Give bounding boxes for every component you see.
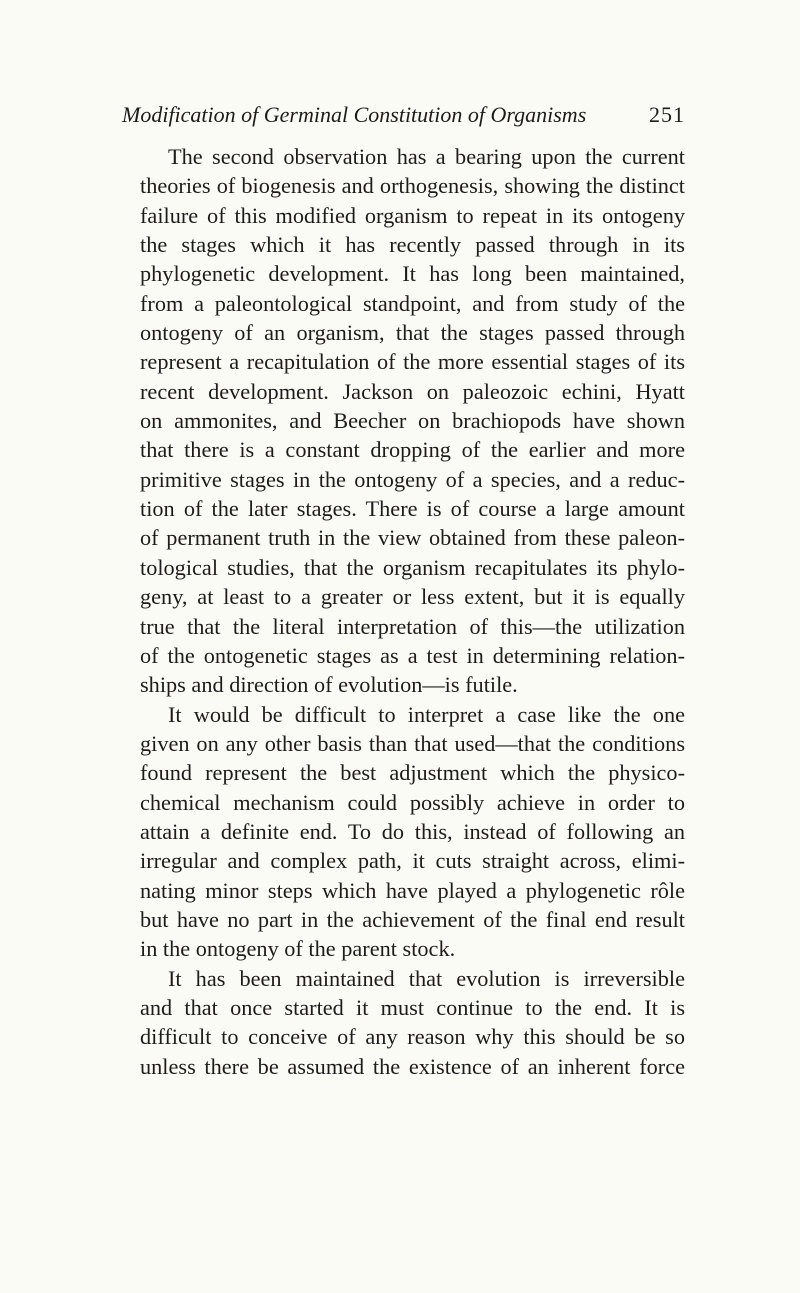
text-line: difficult to conceive of any reason why this should be so	[140, 1024, 685, 1050]
text-line: primitive stages in the ontogeny of a species, and a reduc-	[140, 466, 685, 492]
text-line: theories of biogenesis and orthogenesis, showing the distinct	[140, 173, 685, 199]
text-line: phylogenetic development. It has long been maintained,	[140, 261, 685, 287]
paragraph-3	[112, 964, 685, 1081]
text-line: and that once started it must continue to the end. It is	[140, 994, 685, 1020]
text-line: It would be difficult to interpret a case like the one	[168, 701, 685, 727]
text-line: true that the literal interpretation of this—the utilization	[140, 613, 685, 639]
running-head	[112, 98, 685, 132]
text-line: failure of this modified organism to repeat in its ontogeny	[140, 202, 685, 228]
text-line: found represent the best adjustment which the physico-	[140, 760, 685, 786]
text-line: given on any other basis than that used—that the conditions	[140, 730, 685, 756]
text-line: geny, at least to a greater or less extent, but it is equally	[140, 584, 685, 610]
text-line: in the ontogeny of the parent stock.	[140, 936, 456, 962]
text-line: recent development. Jackson on paleozoic echini, Hyatt	[140, 378, 685, 404]
body-text	[112, 142, 685, 1081]
running-title: Modification of Germinal Constitution of Organisms	[122, 102, 587, 127]
text-line: It has been maintained that evolution is irreversible	[168, 965, 685, 991]
text-line: tion of the later stages. There is of course a large amount	[140, 496, 685, 522]
text-line: The second observation has a bearing upon the current	[168, 144, 685, 169]
paragraph-2	[112, 700, 685, 964]
text-line: irregular and complex path, it cuts straight across, elimi-	[140, 848, 685, 874]
text-line: nating minor steps which have played a phylogenetic rôle	[140, 877, 685, 903]
text-line: tological studies, that the organism recapitulates its phylo-	[140, 554, 685, 580]
text-line: of the ontogenetic stages as a test in determining relation-	[140, 642, 685, 668]
paragraph-1	[112, 142, 685, 700]
text-line: of permanent truth in the view obtained from these paleon-	[140, 525, 685, 551]
text-line: ships and direction of evolution—is futile.	[140, 672, 518, 698]
text-line: the stages which it has recently passed through in its	[140, 232, 685, 258]
text-line: unless there be assumed the existence of an inherent force	[140, 1053, 685, 1079]
text-line: that there is a constant dropping of the earlier and more	[140, 437, 685, 463]
text-line: but have no part in the achievement of the final end result	[140, 906, 685, 932]
text-line: from a paleontological standpoint, and from study of the	[140, 290, 685, 316]
text-line: chemical mechanism could possibly achieve in order to	[140, 789, 685, 815]
text-line: represent a recapitulation of the more essential stages of its	[140, 349, 685, 375]
page-number: 251	[649, 102, 685, 127]
text-line: on ammonites, and Beecher on brachiopods have shown	[140, 408, 685, 434]
text-line: ontogeny of an organism, that the stages passed through	[140, 320, 685, 346]
text-line: attain a definite end. To do this, instead of following an	[140, 818, 685, 844]
